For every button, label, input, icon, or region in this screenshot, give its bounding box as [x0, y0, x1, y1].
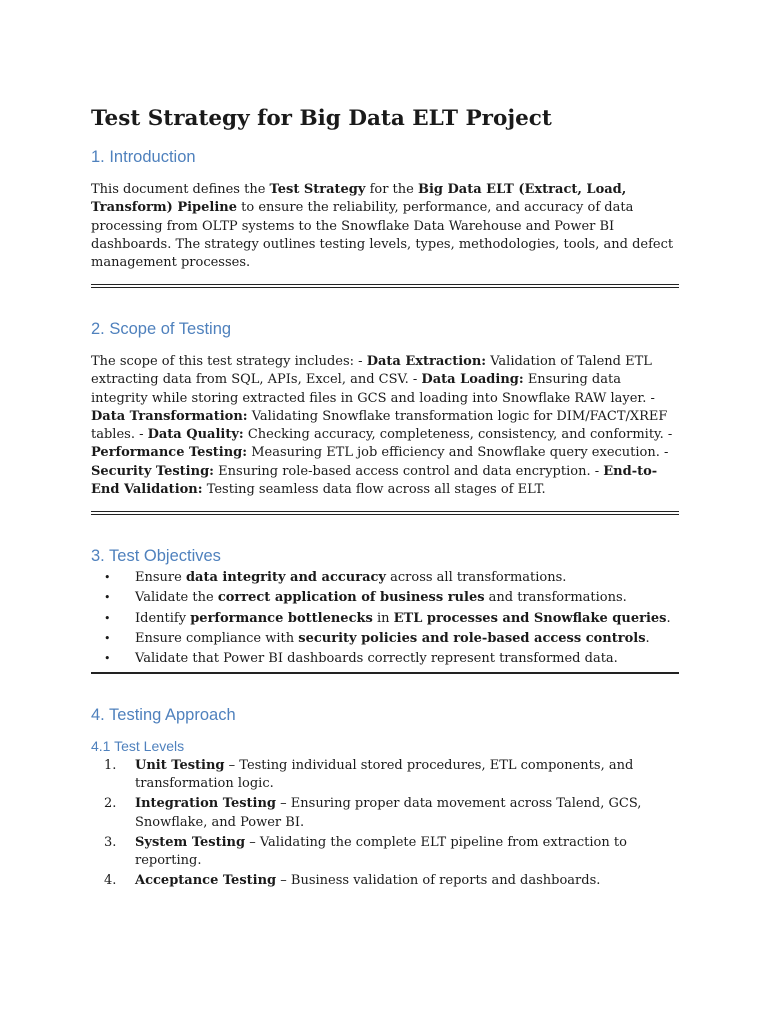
scope-bold-1: Data Extraction: — [366, 353, 487, 369]
section-heading-introduction: 1. Introduction — [91, 148, 196, 166]
item-text: – Validating the complete ELT pipeline from extraction to reporting. — [135, 834, 627, 869]
objectives-list — [91, 568, 679, 670]
item-text: and transformations. — [484, 590, 627, 606]
item-bold: System Testing — [135, 834, 246, 850]
scope-text-0: The scope of this test strategy includes: - — [91, 353, 367, 369]
bullet-mark: • — [104, 652, 111, 666]
item-text: . — [645, 631, 650, 647]
scope-bold-5: Performance Testing: — [91, 445, 248, 461]
document-title: Test Strategy for Big Data ELT Project — [91, 106, 552, 131]
scope-text-1: Validation of Talend ETL extracting data from SQL, APIs, Excel, and CSV. - — [91, 353, 652, 388]
list-item — [91, 629, 679, 649]
intro-text-3: to ensure the reliability, performance, and accuracy of data processing from OLTP systems to the Snowflake Data Warehouse and Power BI dashboards. The strategy outlines testing levels, types, methodologies, tools, and defect management processes. — [91, 200, 674, 271]
scope-text-2: Ensuring data integrity while storing extracted files in GCS and loading into Snowflake RAW layer. - — [91, 372, 655, 406]
item-text: in — [372, 610, 394, 626]
bullet-mark: • — [104, 611, 111, 625]
section-divider — [91, 284, 679, 288]
item-text: Ensure — [135, 569, 186, 585]
document-content — [91, 103, 679, 892]
intro-bold-1: Test Strategy — [269, 182, 366, 197]
list-number: 2. — [104, 796, 117, 812]
scope-text-5: Measuring ETL job efficiency and Snowflake query execution. - — [247, 445, 669, 461]
item-text: across all transformations. — [386, 569, 567, 585]
section-heading-approach: 4. Testing Approach — [91, 705, 236, 724]
list-item — [91, 649, 679, 669]
list-number: 3. — [104, 834, 117, 850]
list-item — [91, 588, 679, 608]
scope-paragraph — [91, 353, 679, 499]
item-text: Ensure compliance with — [135, 631, 299, 647]
section-heading-scope: 2. Scope of Testing — [91, 319, 232, 338]
scope-bold-6: Security Testing: — [91, 463, 214, 479]
item-text: . — [666, 610, 671, 626]
item-bold: performance bottlenecks — [190, 610, 373, 626]
list-item — [91, 609, 679, 629]
bullet-mark: • — [104, 632, 111, 646]
scope-bold-7: End-to-End Validation: — [91, 463, 658, 498]
scope-text-7: Testing seamless data flow across all stages of ELT. — [202, 482, 546, 498]
item-bold: Unit Testing — [135, 757, 225, 773]
section-heading-objectives: 3. Test Objectives — [91, 546, 221, 565]
introduction-paragraph — [91, 181, 679, 272]
list-item — [91, 795, 679, 832]
item-text: – Business validation of reports and dashboards. — [276, 873, 601, 889]
subsection-heading-test-levels: 4.1 Test Levels — [91, 737, 185, 754]
list-item — [91, 568, 679, 588]
test-levels-list — [91, 757, 679, 891]
intro-text-2: for the — [365, 182, 418, 197]
list-item — [91, 834, 679, 871]
item-text: Validate that Power BI dashboards correctly represent transformed data. — [135, 651, 618, 667]
scope-text-6: Ensuring role-based access control and data encryption. - — [213, 463, 604, 479]
item-text: – Ensuring proper data movement across Talend, GCS, Snowflake, and Power BI. — [135, 796, 642, 830]
scope-text-3: Validating Snowflake transformation logic for DIM/FACT/XREF tables. - — [91, 408, 668, 443]
bullet-mark: • — [104, 570, 111, 584]
item-text: Validate the — [135, 590, 218, 606]
scope-bold-2: Data Loading: — [421, 372, 524, 388]
section-divider — [91, 511, 679, 515]
item-bold: Integration Testing — [135, 796, 277, 812]
list-item — [91, 872, 679, 891]
item-text: Identify — [135, 610, 191, 626]
item-bold: security policies and role-based access controls — [298, 631, 646, 647]
intro-text-1: This document defines the — [91, 182, 270, 197]
item-bold: Acceptance Testing — [135, 873, 277, 889]
scope-text-4: Checking accuracy, completeness, consistency, and conformity. - — [243, 427, 673, 443]
list-number: 4. — [104, 873, 117, 889]
intro-bold-2: Big Data ELT (Extract, Load, Transform) Pipeline — [91, 182, 627, 216]
item-bold: correct application of business rules — [217, 590, 485, 606]
list-number: 1. — [104, 757, 117, 773]
scope-bold-3: Data Transformation: — [91, 408, 248, 424]
bullet-mark: • — [104, 591, 111, 605]
section-divider — [91, 672, 679, 674]
item-bold: ETL processes and Snowflake queries — [393, 610, 667, 626]
scope-bold-4: Data Quality: — [147, 427, 244, 443]
item-bold: data integrity and accuracy — [185, 569, 386, 585]
list-item — [91, 757, 679, 794]
item-text: – Testing individual stored procedures, ETL components, and transformation logic. — [135, 757, 634, 792]
